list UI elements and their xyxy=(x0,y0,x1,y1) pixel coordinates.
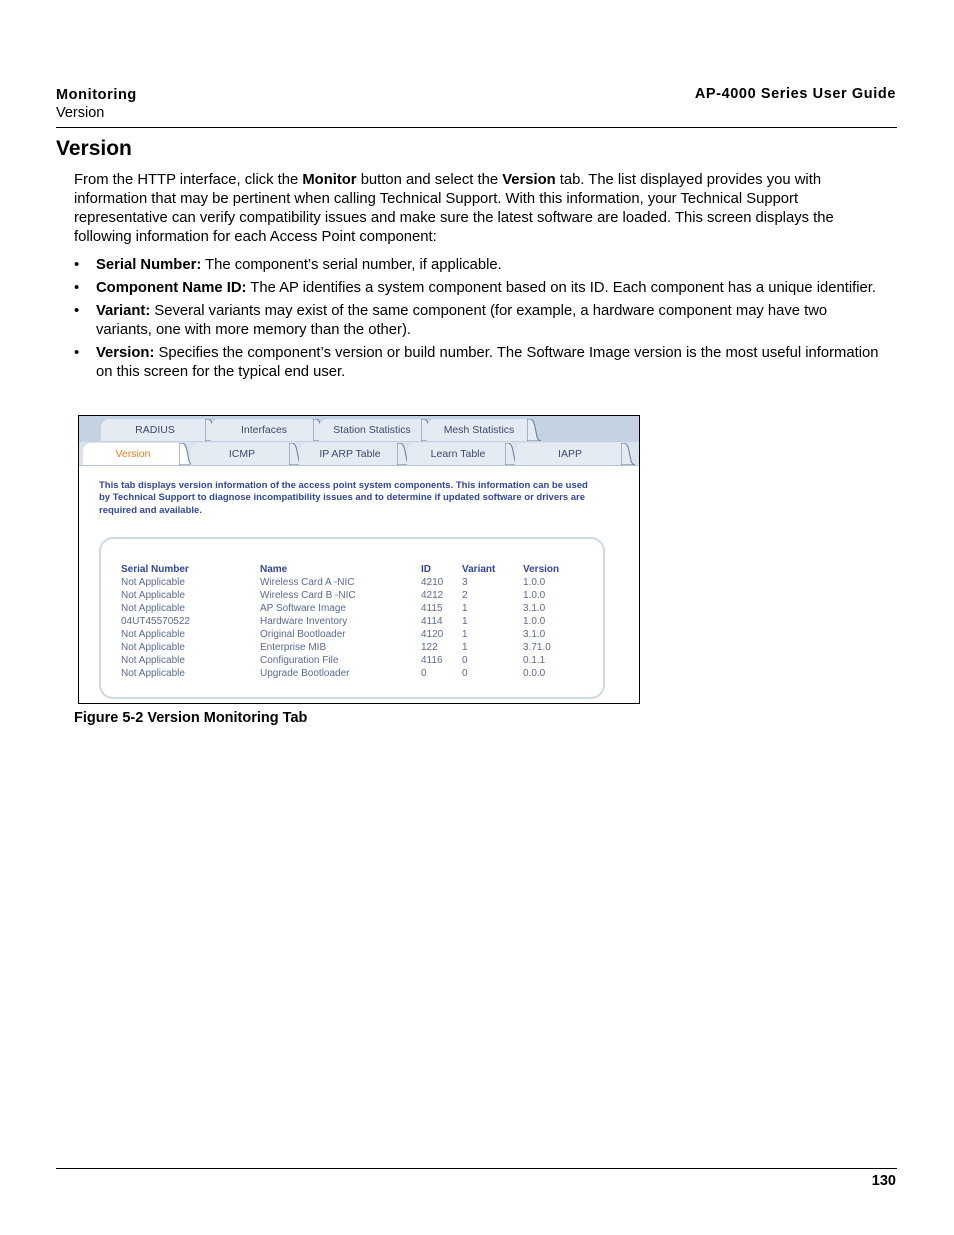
name-cell: AP Software Image xyxy=(260,603,346,614)
tab-radius[interactable] xyxy=(101,419,209,441)
list-item xyxy=(74,279,884,298)
list-item xyxy=(74,344,884,382)
tab-station-statistics[interactable] xyxy=(319,419,425,441)
table-row xyxy=(121,654,583,667)
tab-ip-arp-table[interactable] xyxy=(299,443,401,465)
table-row xyxy=(121,589,583,602)
section-name: Monitoring xyxy=(56,87,137,103)
tab-edge-icon xyxy=(621,443,635,465)
version-cell: 3.1.0 xyxy=(523,603,546,614)
table-row xyxy=(121,641,583,654)
bullet-glyph: • xyxy=(74,257,80,273)
id-cell: 0 xyxy=(421,668,427,679)
bullet-glyph: • xyxy=(74,280,80,296)
intro-text-1: From the HTTP interface, click the xyxy=(74,172,303,188)
id-cell: 4210 xyxy=(421,577,444,588)
tab-version[interactable] xyxy=(83,443,183,465)
column-header: ID xyxy=(421,563,431,575)
table-row xyxy=(121,667,583,680)
id-cell: 4116 xyxy=(421,655,443,666)
name-cell: Configuration File xyxy=(260,655,339,666)
serial-cell: 04UT45570522 xyxy=(121,616,190,627)
serial-cell: Not Applicable xyxy=(121,629,185,640)
version-screenshot xyxy=(78,415,640,704)
version-cell: 3.71.0 xyxy=(523,642,551,653)
bullet-term: Serial Number: xyxy=(96,257,202,273)
list-item xyxy=(74,302,884,340)
tab-learn-table[interactable] xyxy=(407,443,509,465)
bullet-term: Variant: xyxy=(96,303,151,319)
variant-cell: 0 xyxy=(462,655,468,666)
id-cell: 4115 xyxy=(421,603,443,614)
tab-label: Version xyxy=(115,448,151,460)
id-cell: 4114 xyxy=(421,616,443,627)
version-cell: 3.1.0 xyxy=(523,629,546,640)
variant-cell: 1 xyxy=(462,603,468,614)
intro-text-3: tab. The list displayed provides you with information that may be pertinent when calling Technical Support. With this information, your Technical Support representative can verify compatibility issues and make sure the latest software are loaded. This screen displays the following information for each Access Point component: xyxy=(74,172,834,245)
table-header-row xyxy=(121,562,583,576)
version-cell: 1.0.0 xyxy=(523,590,546,601)
bullet-text: The AP identifies a system component based on its ID. Each component has a unique identifier. xyxy=(246,280,876,296)
column-header: Serial Number xyxy=(121,563,189,575)
page-heading: Version xyxy=(56,137,132,160)
version-cell: 1.0.0 xyxy=(523,577,546,588)
running-header-left xyxy=(56,86,137,122)
version-cell: 1.0.0 xyxy=(523,616,546,627)
serial-cell: Not Applicable xyxy=(121,577,185,588)
table-row xyxy=(121,602,583,615)
tab-interfaces[interactable] xyxy=(211,419,317,441)
page-number: 130 xyxy=(871,1173,896,1189)
version-panel xyxy=(99,537,605,699)
version-cell: 0.1.1 xyxy=(523,655,546,666)
variant-cell: 1 xyxy=(462,616,468,627)
table-row xyxy=(121,615,583,628)
tab-label: ICMP xyxy=(228,448,256,460)
tab-label: RADIUS xyxy=(135,424,175,436)
table-row xyxy=(121,628,583,641)
tab-label: Mesh Statistics xyxy=(443,424,515,436)
tab-description: This tab displays version information of the access point system components. This information can be used by Technical Support to diagnose incompatibility issues and to determine if updated software or drivers are required and available. xyxy=(99,480,588,516)
intro-text-2: button and select the xyxy=(356,172,503,188)
serial-cell: Not Applicable xyxy=(121,603,185,614)
serial-cell: Not Applicable xyxy=(121,590,185,601)
figure-caption: Figure 5-2 Version Monitoring Tab xyxy=(74,710,308,726)
tab-label: Interfaces xyxy=(240,424,288,436)
name-cell: Enterprise MIB xyxy=(260,642,327,653)
tab-row-secondary xyxy=(79,442,639,466)
variant-cell: 1 xyxy=(462,642,468,653)
tab-label: Station Statistics xyxy=(333,424,411,436)
intro-paragraph xyxy=(74,171,884,247)
column-header: Version xyxy=(523,563,560,575)
tab-row-primary xyxy=(79,416,639,442)
bullet-text: Specifies the component’s version or build number. The Software Image version is the most useful information on this screen for the typical end user. xyxy=(96,345,879,380)
name-cell: Original Bootloader xyxy=(260,629,346,640)
variant-cell: 1 xyxy=(462,629,468,640)
column-header: Variant xyxy=(462,563,496,575)
tab-edge-icon xyxy=(527,419,541,441)
field-list xyxy=(74,256,884,386)
variant-cell: 0 xyxy=(462,668,468,679)
intro-version-term: Version xyxy=(502,172,556,188)
footer-rule xyxy=(56,1168,897,1169)
id-cell: 122 xyxy=(421,642,438,653)
name-cell: Wireless Card B -NIC xyxy=(260,590,356,601)
table-row xyxy=(121,576,583,589)
tab-label: Learn Table xyxy=(430,448,486,460)
intro-monitor-term: Monitor xyxy=(302,172,357,188)
name-cell: Hardware Inventory xyxy=(260,616,348,627)
guide-title: AP-4000 Series User Guide xyxy=(694,86,896,102)
bullet-term: Component Name ID: xyxy=(96,280,247,296)
variant-cell: 3 xyxy=(462,577,468,588)
list-item xyxy=(74,256,884,275)
variant-cell: 2 xyxy=(462,590,468,601)
bullet-text: The component’s serial number, if applicable. xyxy=(201,257,502,273)
serial-cell: Not Applicable xyxy=(121,668,185,679)
bullet-glyph: • xyxy=(74,345,80,361)
tab-iapp[interactable] xyxy=(515,443,625,465)
tab-icmp[interactable] xyxy=(191,443,293,465)
bullet-text: Several variants may exist of the same component (for example, a hardware component may have two variants, one with more memory than the other). xyxy=(96,303,828,338)
name-cell: Upgrade Bootloader xyxy=(260,668,350,679)
tab-label: IP ARP Table xyxy=(319,448,381,460)
serial-cell: Not Applicable xyxy=(121,655,185,666)
id-cell: 4212 xyxy=(421,590,444,601)
bullet-glyph: • xyxy=(74,303,80,319)
serial-cell: Not Applicable xyxy=(121,642,185,653)
bullet-term: Version: xyxy=(96,345,155,361)
column-header: Name xyxy=(260,563,288,575)
id-cell: 4120 xyxy=(421,629,444,640)
subsection-name: Version xyxy=(56,105,105,121)
header-rule xyxy=(56,127,897,128)
version-cell: 0.0.0 xyxy=(523,668,546,679)
tab-label: IAPP xyxy=(558,448,582,460)
name-cell: Wireless Card A -NIC xyxy=(260,577,355,588)
tab-mesh-statistics[interactable] xyxy=(427,419,531,441)
version-table xyxy=(121,562,583,680)
